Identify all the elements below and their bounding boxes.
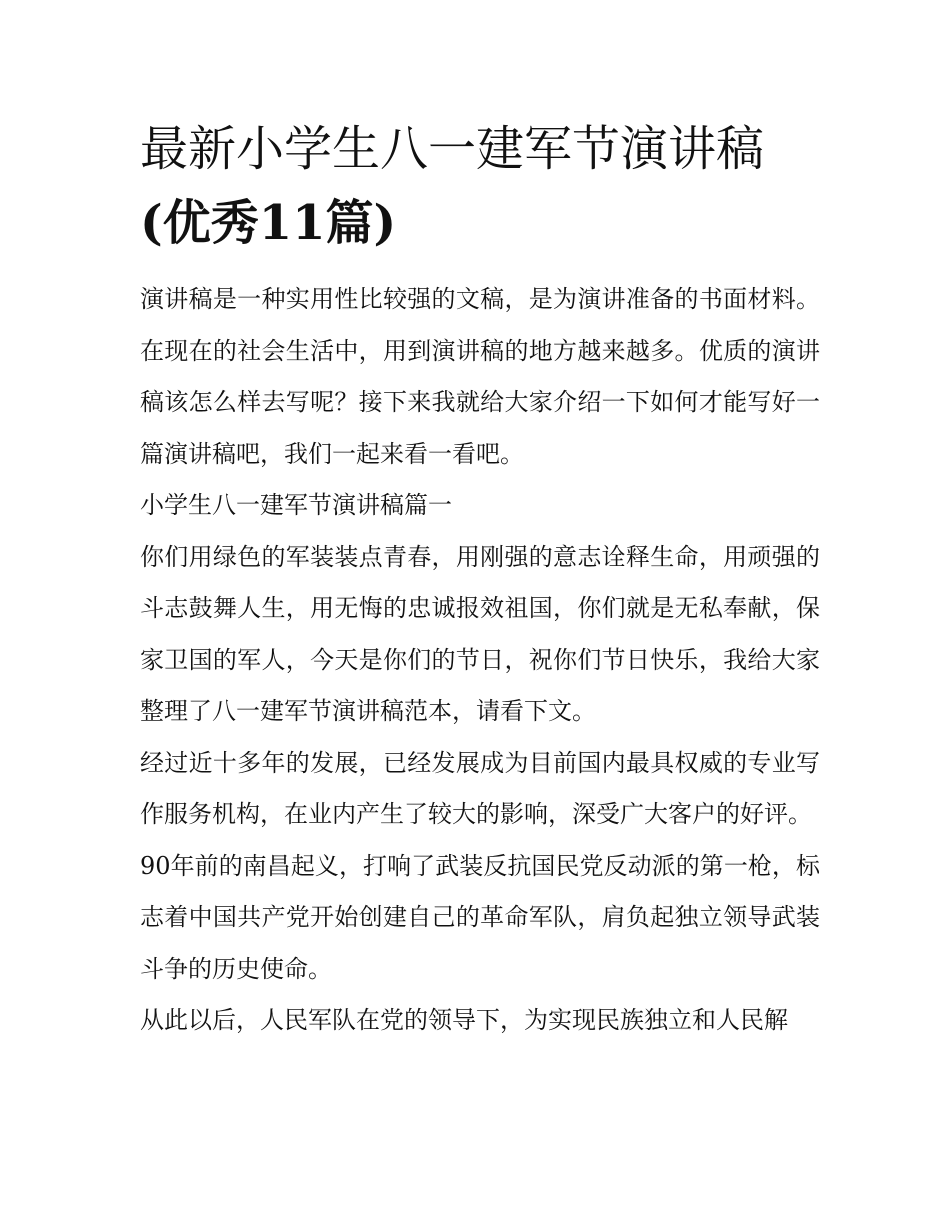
paragraph: 经过近十多年的发展，已经发展成为目前国内最具权威的专业写作服务机构，在业内产生了较大的影响，深受广大客户的好评。 [140, 748, 820, 828]
document-page [140, 112, 820, 1047]
title-line-2-open: (优秀 [140, 195, 259, 251]
document-title [140, 112, 820, 260]
paragraph: 你们用绿色的军装装点青春，用刚强的意志诠释生命，用顽强的斗志鼓舞人生，用无悔的忠诚报效祖国，你们就是无私奉献，保家卫国的军人，今天是你们的节日，祝你们节日快乐，我给大家整理了八一建军节演讲稿范本，请看下文。 [140, 542, 820, 725]
title-line-2-number: 11 [258, 195, 326, 251]
section-heading: 小学生八一建军节演讲稿篇一 [140, 491, 452, 519]
title-line-1: 最新小学生八一建军节演讲稿 [140, 121, 765, 177]
paragraph: 90年前的南昌起义，打响了武装反抗国民党反动派的第一枪，标志着中国共产党开始创建自己的革命军队，肩负起独立领导武装斗争的历史使命。 [140, 851, 820, 983]
paragraph-intro: 演讲稿是一种实用性比较强的文稿，是为演讲准备的书面材料。在现在的社会生活中，用到演讲稿的地方越来越多。优质的演讲稿该怎么样去写呢？接下来我就给大家介绍一下如何才能写好一篇演讲稿吧，我们一起来看一看吧。 [140, 285, 820, 468]
document-body [140, 274, 820, 1047]
title-line-2-close: 篇) [325, 195, 397, 251]
paragraph: 从此以后，人民军队在党的领导下，为实现民族独立和人民解 [140, 1006, 788, 1034]
